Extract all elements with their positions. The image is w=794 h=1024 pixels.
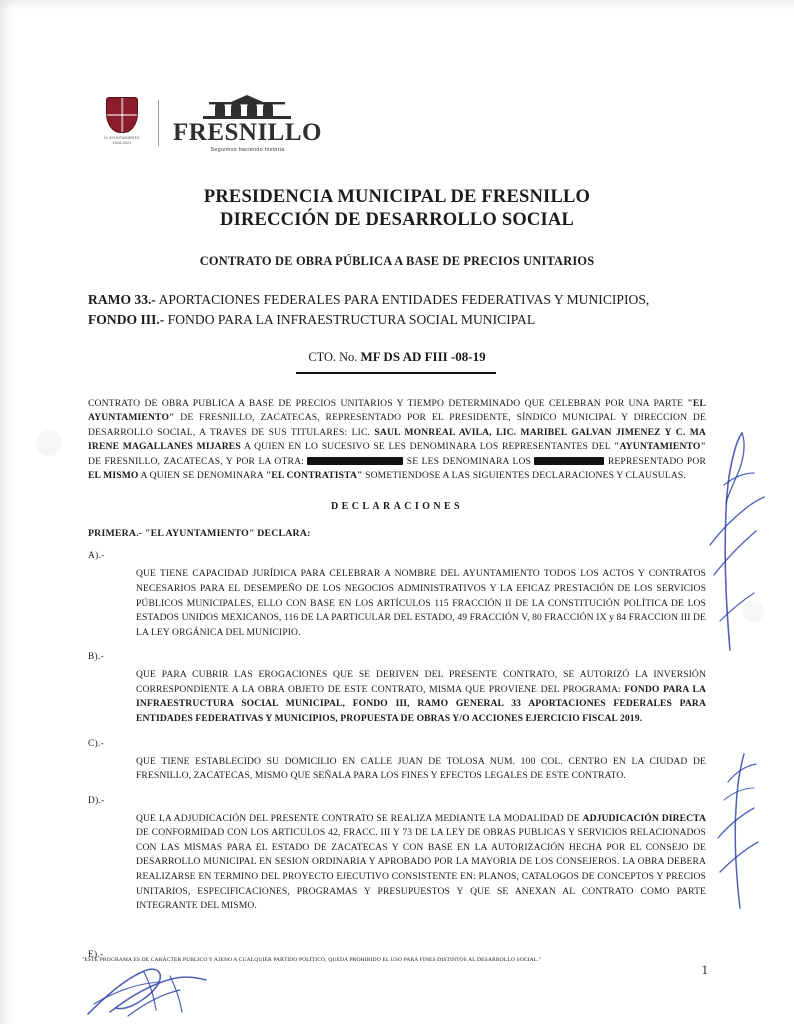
signature-margin-right-upper: [700, 425, 770, 655]
letterhead: [100, 90, 322, 156]
redacted-block: [534, 457, 604, 465]
intro-part-2: DE FRESNILLO, ZACATECAS, REPRESENTADO POR EL PRESIDENTE, SÍNDICO MUNICIPAL Y DIRECCION DE DESARROLLO SOCIAL, A TRAVES DE SUS TITULARES: LIC.: [88, 412, 706, 438]
scan-shadow-left: [0, 0, 14, 1024]
contract-number: [0, 349, 794, 365]
scan-smudge: [36, 430, 62, 456]
clause-a: [88, 551, 706, 640]
page-number: 1: [701, 962, 708, 977]
clause-label: B).-: [88, 652, 105, 663]
intro-party-1: "EL AYUNTAMIENTO": [88, 398, 706, 424]
fondo-label: FONDO III.-: [88, 312, 165, 328]
clause-label: D).-: [88, 795, 105, 806]
letterhead-divider: [158, 100, 159, 146]
clause-text-pre: QUE LA ADJUDICACIÓN DEL PRESENTE CONTRATO SE REALIZA MEDIANTE LA MODALIDAD DE: [136, 812, 583, 824]
clause-text-bold: ADJUDICACIÓN DIRECTA: [582, 812, 706, 824]
aqueduct-arches-icon: [201, 94, 293, 120]
ramo-line: [88, 290, 708, 310]
ramo-text: APORTACIONES FEDERALES PARA ENTIDADES FEDERATIVAS Y MUNICIPIOS,: [155, 292, 650, 307]
clause-label: C).-: [88, 738, 105, 749]
contract-number-value: MF DS AD FIII -08-19: [360, 349, 486, 364]
signature-margin-right-lower: [706, 742, 770, 912]
primera-heading: PRIMERA.- "EL AYUNTAMIENTO" DECLARA:: [88, 528, 311, 540]
scan-smudge: [742, 600, 764, 622]
intro-party-2: "AYUNTAMIENTO": [614, 441, 707, 453]
clause-label: E).-: [88, 949, 104, 960]
ramo-label: RAMO 33.-: [88, 292, 156, 307]
clause-label: A).-: [88, 551, 105, 562]
contract-number-underline: [296, 372, 496, 374]
crest-caption-line2: 2018-2021: [112, 140, 132, 145]
clause-text: QUE TIENE CAPACIDAD JURÍDICA PARA CELEBRAR A NOMBRE DEL AYUNTAMIENTO TODOS LOS ACTOS Y CONTRATOS NECESARIOS PARA EL DESEMPEÑO DE LOS NEGOCIOS ADMINISTRATIVOS Y LA EFICAZ PRESTACIÓN DE LOS SERVICIOS PÚBLICOS MUNICIPALES, ELLO CON BASE EN LOS ARTÍCULOS 115 FRACCIÓN II DE LA CONSTITUCIÓN POLÍTICA DE LOS ESTADOS UNIDOS MEXICANOS, 116 DE LA PARTICULAR DEL ESTADO, 49 FRACCIÓN V, 80 FRACCIÓN IX y 84 FRACCION III DE LA LEY ORGÁNICA DEL MUNICIPIO.: [136, 568, 706, 638]
page-title: PRESIDENCIA MUNICIPAL DE FRESNILLO: [203, 187, 591, 207]
fresnillo-brand: [173, 94, 322, 153]
clause-b: [88, 652, 706, 726]
clause-text-pre: QUE PARA CUBRIR LAS EROGACIONES QUE SE DERIVEN DEL PRESENTE CONTRATO, SE AUTORIZÓ LA INVERSIÓN CORRESPONDIENTE A LA OBRA OBJETO DE ESTE CONTRATO, MISMA QUE PROVIENE DEL PROGRAMA:: [136, 669, 706, 695]
clause-text: [136, 812, 706, 914]
clause-text: [136, 668, 706, 726]
intro-el-mismo: EL MISMO: [88, 469, 139, 481]
intro-paragraph: [88, 397, 706, 483]
coat-of-arms-icon: [100, 97, 144, 149]
clause-d: [88, 796, 706, 914]
redacted-block: [307, 457, 403, 465]
intro-titulares: SAUL MONREAL AVILA, LIC. MARIBEL GALVAN JIMENEZ Y C. MA IRENE MAGALLANES MIJARES: [88, 426, 707, 453]
contract-number-label: CTO. No.: [308, 350, 361, 364]
brand-tagline: Seguimos haciendo historia: [210, 146, 285, 153]
clause-text-post: DE CONFORMIDAD CON LOS ARTICULOS 42, FRACC. III Y 73 DE LA LEY DE OBRAS PUBLICAS Y SERVICIOS RELACIONADOS CON LAS MISMAS PARA EL ESTADO DE ZACATECAS Y CON BASE EN LA AUTORIZACIÓN HECHA POR EL CONSEJO DE DESARROLLO MUNICIPAL EN SESION ORDINARIA Y APROBADO POR LA MAYORIA DE LOS CONSEJEROS. LA OBRA DEBERA REALIZARSE EN TERMINO DEL PROYECTO EJECUTIVO CONSISTENTE EN: PLANOS, CATALOGOS DE CONCEPTOS Y PRECIOS UNITARIOS, ESPECIFICACIONES, PROGRAMAS Y PRESUPUESTOS Y QUE SE ANEXAN AL CONTRATO COMO PARTE INTEGRANTE DEL MISMO.: [136, 827, 706, 912]
crest-caption-line1: H. AYUNTAMIENTO: [104, 136, 140, 140]
intro-part-3: A QUIEN EN LO SUCESIVO SE LES DENOMINARA LOS REPRESENTANTES DEL: [240, 441, 614, 453]
declaraciones-heading: DECLARACIONES: [331, 501, 463, 513]
program-block: [88, 290, 708, 331]
document-body: [88, 397, 706, 966]
document-title-block: [0, 186, 794, 269]
intro-part-1: CONTRATO DE OBRA PUBLICA A BASE DE PRECIOS UNITARIOS Y TIEMPO DETERMINADO QUE CELEBRAN POR UNA PARTE: [88, 398, 688, 409]
fondo-text: FONDO PARA LA INFRAESTRUCTURA SOCIAL MUNICIPAL: [164, 312, 536, 328]
page-subtitle-department: DIRECCIÓN DE DESARROLLO SOCIAL: [220, 210, 574, 231]
fondo-line: [88, 310, 708, 330]
crest-caption: [99, 136, 145, 146]
document-type-heading: CONTRATO DE OBRA PÚBLICA A BASE DE PRECIOS UNITARIOS: [199, 254, 595, 269]
scan-shadow-top: [0, 0, 794, 10]
intro-part-5: SE LES DENOMINARA LOS: [403, 455, 535, 467]
signature-bottom-left: [84, 962, 214, 1022]
intro-part-6: REPRESENTADO POR: [604, 455, 706, 467]
intro-party-3: "EL CONTRATISTA": [265, 469, 363, 481]
clause-c: [88, 739, 706, 784]
intro-part-7: A QUIEN SE DENOMINARA: [138, 469, 266, 481]
intro-part-8: SOMETIENDOSE A LAS SIGUIENTES DECLARACIONES Y CLAUSULAS.: [362, 469, 686, 481]
intro-part-4: DE FRESNILLO, ZACATECAS, Y POR LA OTRA:: [88, 455, 308, 467]
clause-text-bold: FONDO PARA LA INFRAESTRUCTURA SOCIAL MUNICIPAL, FONDO III, RAMO GENERAL 33 APORTACIONES FEDERALES PARA ENTIDADES FEDERATIVAS Y MUNICIPIOS, PROPUESTA DE OBRAS Y/O ACCIONES EJERCICIO FISCAL 2019.: [136, 683, 707, 724]
clause-text: QUE TIENE ESTABLECIDO SU DOMICILIO EN CALLE JUAN DE TOLOSA NUM. 100 COL. CENTRO EN LA CIUDAD DE FRESNILLO, ZACATECAS, MISMO QUE SEÑALA PARA LOS FINES Y EFECTOS LEGALES DE ESTE CONTRATO.: [136, 755, 706, 782]
footer-disclaimer: "ESTE PROGRAMA ES DE CARÁCTER PUBLICO Y AJENO A CUALQUIER PARTIDO POLÍTICO, QUEDA PROHIBIDO EL USO PARA FINES DISTINTOS AL DESARROLLO SOCIAL.": [82, 957, 542, 963]
brand-wordmark: FRESNILLO: [173, 118, 322, 146]
